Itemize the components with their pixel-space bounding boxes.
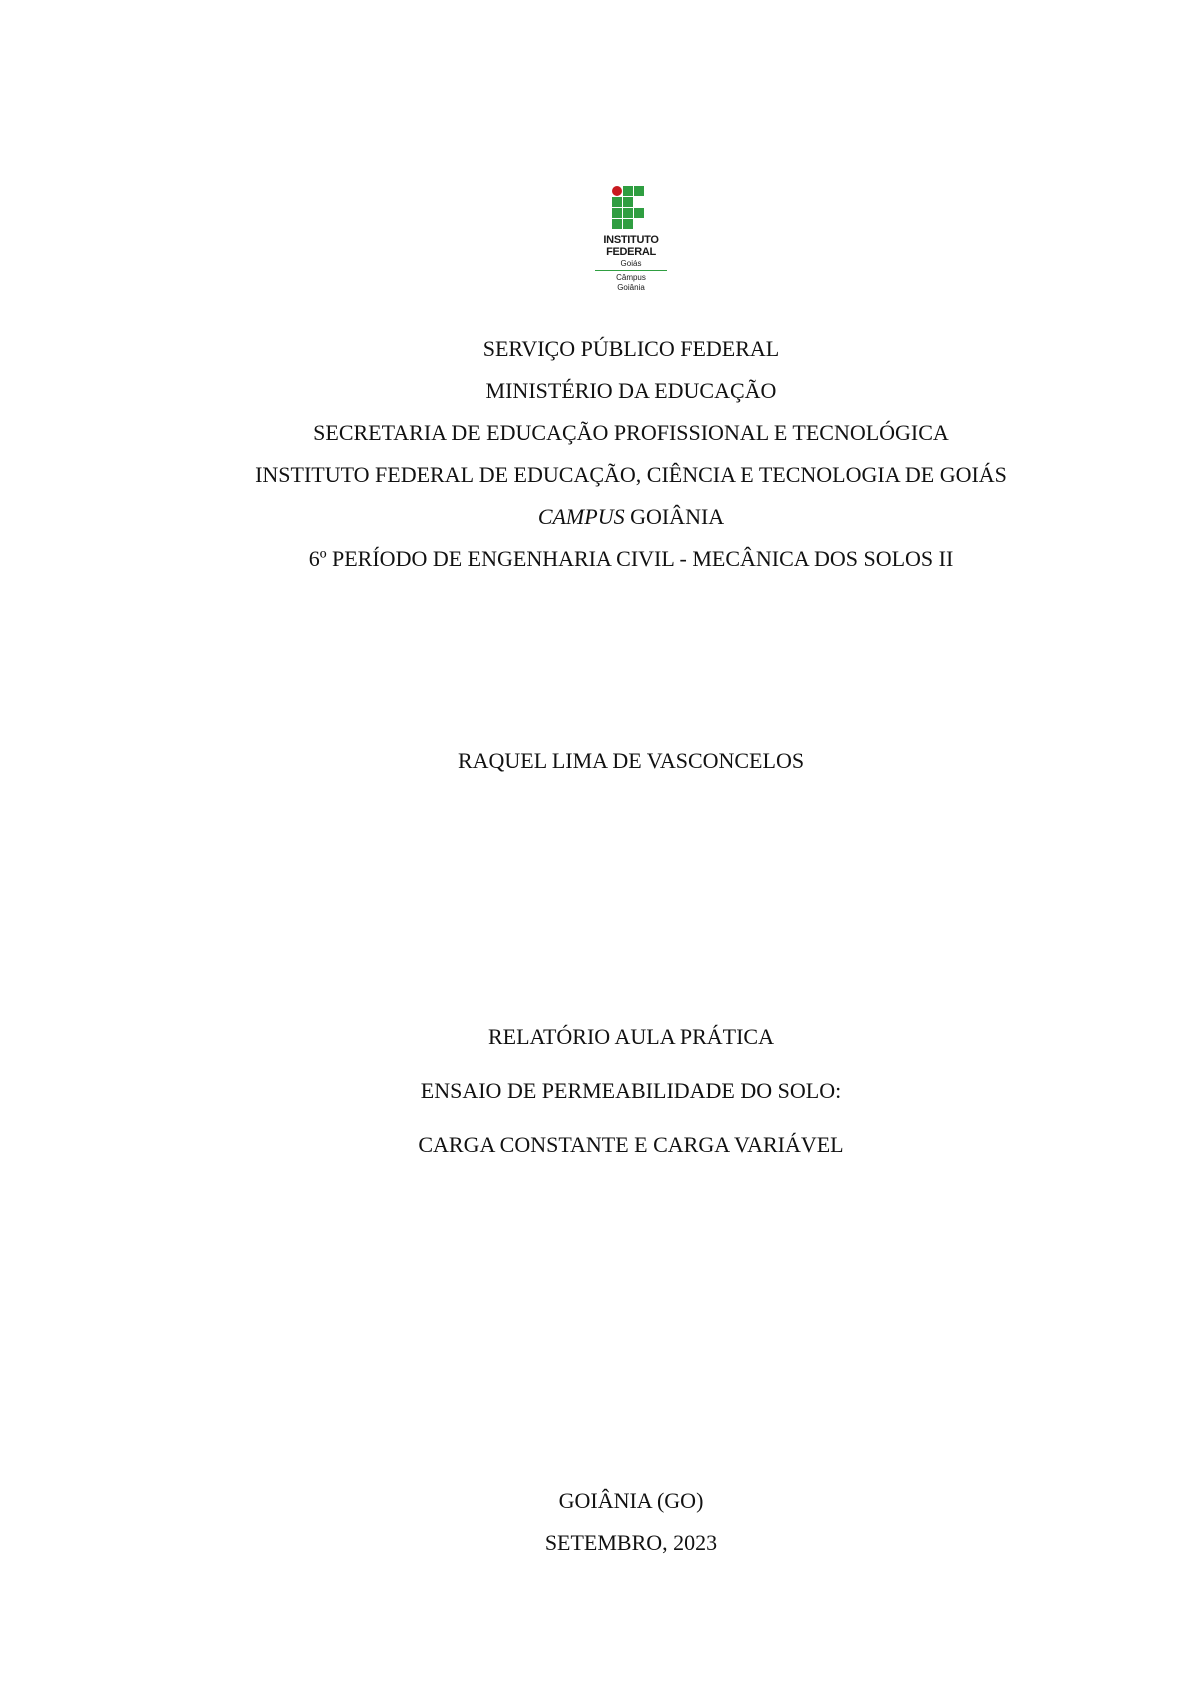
title-line-2: ENSAIO DE PERMEABILIDADE DO SOLO: (420, 1078, 842, 1103)
title-line-3: CARGA CONSTANTE E CARGA VARIÁVEL (418, 1132, 844, 1157)
header-line-secretariat: SECRETARIA DE EDUCAÇÃO PROFISSIONAL E TECNOLÓGICA (313, 420, 949, 445)
campus-italic: CAMPUS (537, 504, 625, 529)
institution-logo (591, 185, 671, 295)
logo-text-state: Goiás (620, 259, 642, 268)
logo-text-city: Goiânia (617, 283, 645, 292)
document-footer (0, 1480, 1200, 1564)
header-line-campus (0, 496, 1200, 538)
header-line-ministry: MINISTÉRIO DA EDUCAÇÃO (485, 378, 777, 403)
institution-header (0, 328, 1200, 580)
title-line-1: RELATÓRIO AULA PRÁTICA (487, 1024, 774, 1049)
footer-city: GOIÂNIA (GO) (558, 1488, 704, 1513)
logo-text-federal: FEDERAL (606, 246, 656, 258)
header-line-service: SERVIÇO PÚBLICO FEDERAL (482, 336, 780, 361)
instituto-federal-grid-icon (591, 185, 671, 235)
header-line-institute: INSTITUTO FEDERAL DE EDUCAÇÃO, CIÊNCIA E TECNOLOGIA DE GOIÁS (255, 462, 1007, 487)
author-name: RAQUEL LIMA DE VASCONCELOS (457, 748, 805, 773)
footer-date: SETEMBRO, 2023 (544, 1530, 718, 1555)
report-title (0, 1010, 1200, 1172)
logo-text-campus: Câmpus (616, 273, 646, 282)
campus-name: GOIÂNIA (624, 504, 725, 529)
logo-divider (595, 270, 667, 271)
logo-text-instituto: INSTITUTO (603, 234, 659, 246)
header-line-course: 6º PERÍODO DE ENGENHARIA CIVIL - MECÂNICA DOS SOLOS II (308, 546, 954, 571)
